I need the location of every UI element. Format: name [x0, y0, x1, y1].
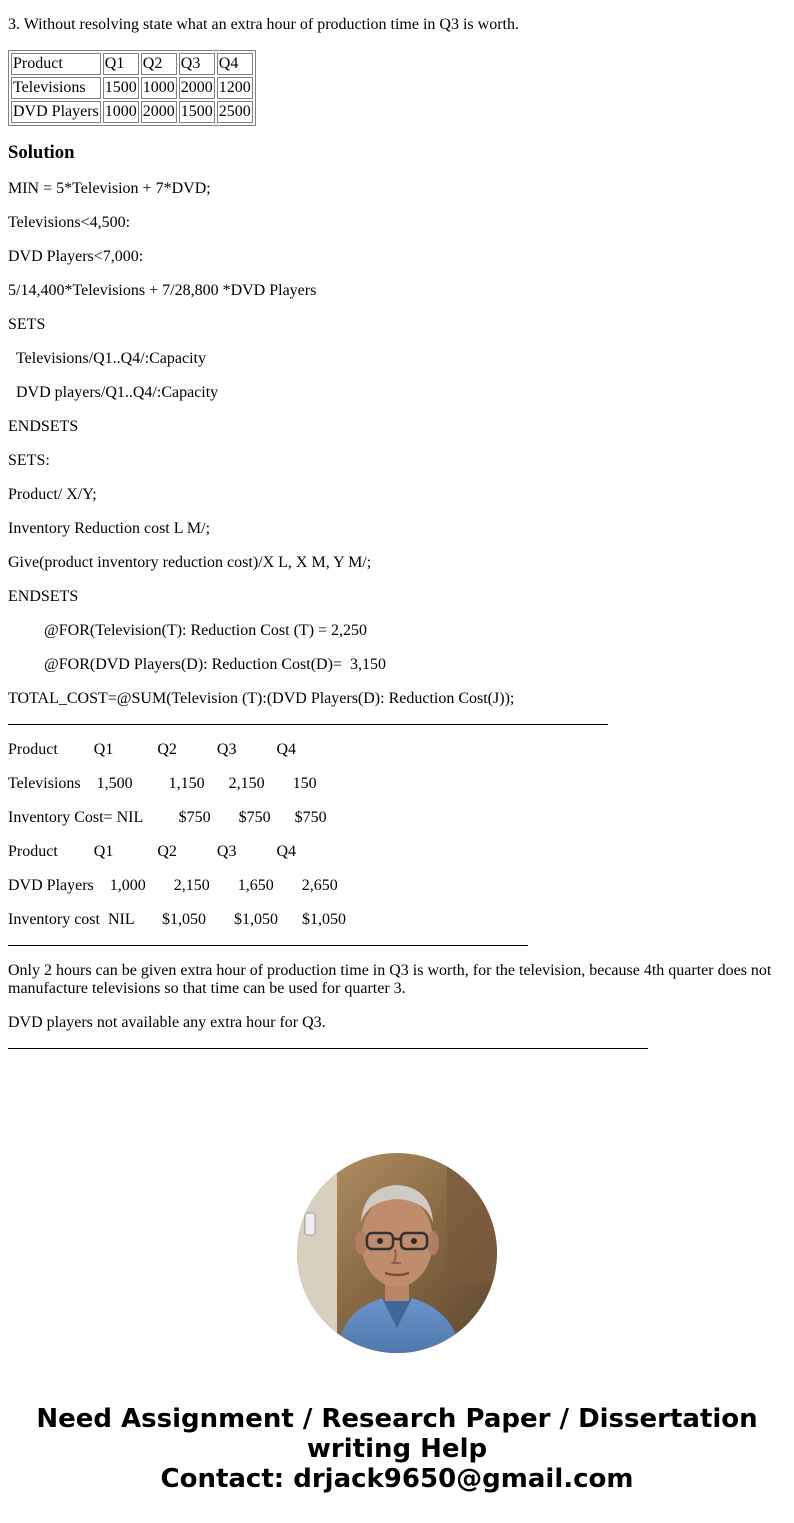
- footer-contact: Contact: drjack9650@gmail.com: [160, 1464, 634, 1494]
- conclusion-paragraph: DVD players not available any extra hour for Q3.: [8, 1014, 326, 1031]
- table-cell: 1000: [103, 101, 139, 123]
- production-table: [8, 50, 256, 126]
- table-cell: DVD Players: [11, 101, 101, 123]
- table-header-cell: Q2: [141, 53, 177, 75]
- tv-results-row: Televisions 1,500 1,150 2,150 150: [8, 775, 317, 792]
- table-cell: 2500: [217, 101, 253, 123]
- document-content: [8, 0, 786, 1065]
- table-cell: 2000: [141, 101, 177, 123]
- table-row: [11, 101, 253, 123]
- solution-heading: Solution: [8, 142, 75, 163]
- solution-line: Product/ X/Y;: [8, 486, 97, 503]
- table-cell: 1000: [141, 77, 177, 99]
- question-item-3: 3. Without resolving state what an extra hour of production time in Q3 is worth.: [8, 16, 519, 33]
- footer-line: Need Assignment / Research Paper / Dissertation: [36, 1404, 758, 1434]
- dvd-results-header: Product Q1 Q2 Q3 Q4: [8, 843, 296, 860]
- tv-inventory-cost: Inventory Cost= NIL $750 $750 $750: [8, 809, 327, 826]
- divider: [8, 724, 608, 725]
- solution-line: Televisions<4,500:: [8, 214, 131, 231]
- solution-line: SETS:: [8, 452, 50, 469]
- table-cell: Televisions: [11, 77, 101, 99]
- dvd-inventory-cost: Inventory cost NIL $1,050 $1,050 $1,050: [8, 911, 347, 928]
- solution-line: SETS: [8, 316, 46, 333]
- footer-line: writing Help: [306, 1434, 488, 1464]
- solution-line: ENDSETS: [8, 588, 79, 605]
- table-header-cell: Q4: [217, 53, 253, 75]
- solution-line: MIN = 5*Television + 7*DVD;: [8, 180, 211, 197]
- solution-line: Televisions/Q1..Q4/:Capacity: [16, 350, 206, 367]
- footer-banner: [0, 1404, 794, 1494]
- table-cell: 2000: [179, 77, 215, 99]
- avatar: [297, 1153, 497, 1353]
- solution-line: 5/14,400*Televisions + 7/28,800 *DVD Players: [8, 282, 317, 299]
- divider: [8, 945, 528, 946]
- conclusion-paragraph: Only 2 hours can be given extra hour of production time in Q3 is worth, for the television, because 4th quarter does not manufacture televisions so that time can be used for quarter 3.: [8, 962, 776, 997]
- table-cell: 1500: [179, 101, 215, 123]
- dvd-results-row: DVD Players 1,000 2,150 1,650 2,650: [8, 877, 338, 894]
- solution-line: Give(product inventory reduction cost)/X L, X M, Y M/;: [8, 554, 372, 571]
- table-cell: 1500: [103, 77, 139, 99]
- solution-line: TOTAL_COST=@SUM(Television (T):(DVD Players(D): Reduction Cost(J));: [8, 690, 515, 707]
- table-cell: 1200: [217, 77, 253, 99]
- solution-line: DVD Players<7,000:: [8, 248, 144, 265]
- divider: [8, 1048, 648, 1049]
- table-header-row: [11, 53, 253, 75]
- solution-line: Inventory Reduction cost L M/;: [8, 520, 211, 537]
- solution-line: ENDSETS: [8, 418, 79, 435]
- solution-line: @FOR(Television(T): Reduction Cost (T) = 2,250: [44, 622, 368, 639]
- solution-line: @FOR(DVD Players(D): Reduction Cost(D)= 3,150: [44, 656, 386, 673]
- author-photo-icon: [297, 1153, 497, 1353]
- tv-results-header: Product Q1 Q2 Q3 Q4: [8, 741, 296, 758]
- table-row: [11, 77, 253, 99]
- table-header-cell: Q1: [103, 53, 139, 75]
- table-header-cell: Q3: [179, 53, 215, 75]
- solution-line: DVD players/Q1..Q4/:Capacity: [16, 384, 219, 401]
- table-header-cell: Product: [11, 53, 101, 75]
